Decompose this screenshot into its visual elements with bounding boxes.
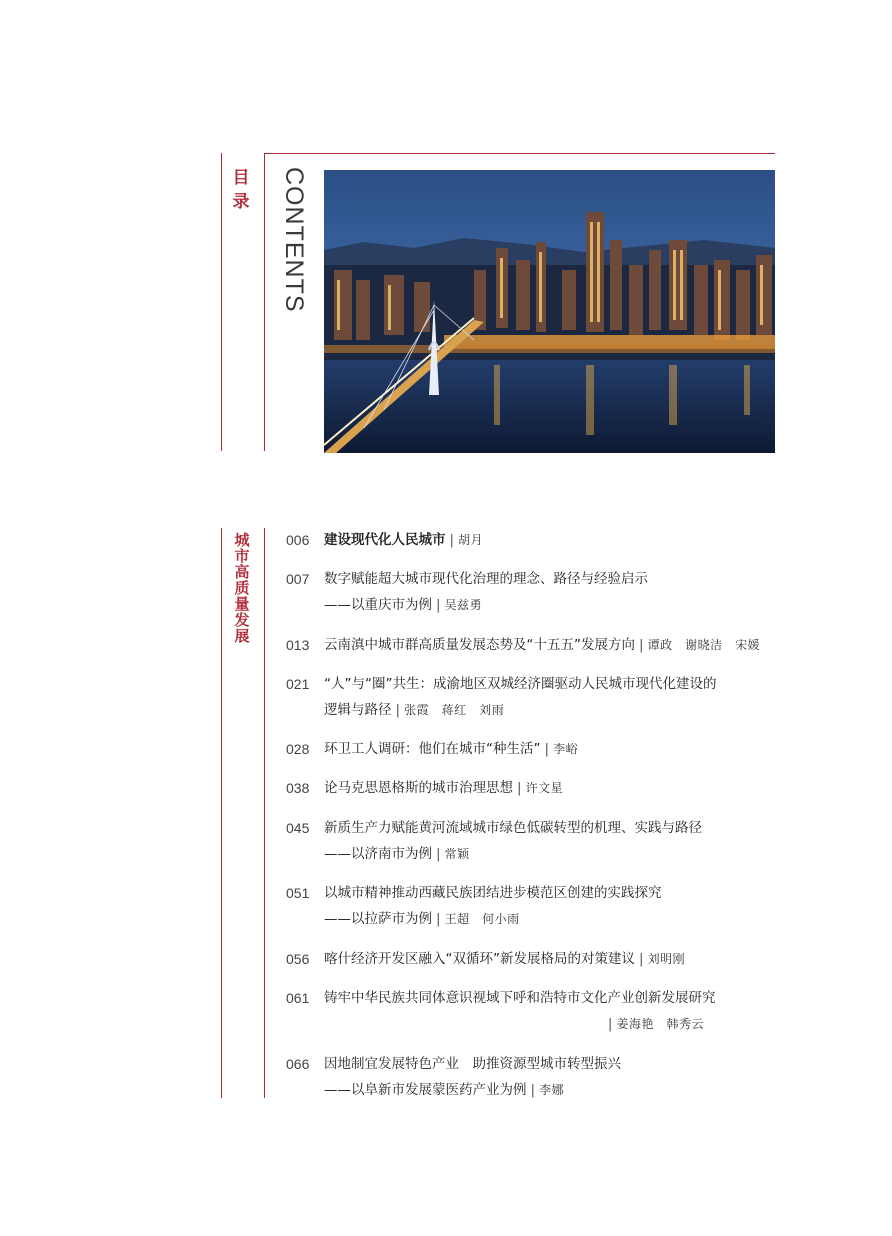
page-number: 021 [286,676,310,692]
section-title-char: 市 [234,547,250,565]
article-subtitle: ——以重庆市为例 [324,597,432,613]
page-number: 007 [286,571,310,587]
author: 李峪 [553,742,579,756]
author: 张霞 蒋红 刘雨 [404,703,505,717]
toc-entry[interactable] [286,736,786,762]
author: 姜海艳 韩秀云 [616,1017,704,1031]
toc-heading-char: 录 [232,192,250,212]
article-subtitle: ——以拉萨市为例 [324,911,432,927]
inner-vertical-rule-top [264,153,265,451]
article-subtitle: 逻辑与路径 [324,702,392,718]
page-number: 006 [286,532,310,548]
contents-label: CONTENTS [280,167,308,313]
article-title: 喀什经济开发区融入“双循环”新发展格局的对策建议 [324,951,635,967]
page-number: 045 [286,820,310,836]
section-title-char: 发 [234,611,250,629]
article-title: 环卫工人调研：他们在城市“种生活” [324,741,541,757]
left-vertical-rule-section [221,528,222,1098]
page-number: 056 [286,951,310,967]
article-title: 新质生产力赋能黄河流域城市绿色低碳转型的机理、实践与路径 [324,820,702,836]
page-number: 066 [286,1056,310,1072]
separator: | [530,1082,536,1098]
toc-entry[interactable] [286,775,786,801]
article-subtitle: ——以阜新市发展蒙医药产业为例 [324,1082,527,1098]
article-title: 铸牢中华民族共同体意识视域下呼和浩特市文化产业创新发展研究 [324,990,716,1006]
article-title: 建设现代化人民城市 [324,532,446,548]
section-title-char: 高 [234,563,250,581]
article-subtitle: ——以济南市为例 [324,846,432,862]
page-number: 038 [286,780,310,796]
separator: | [544,741,550,757]
section-title [232,532,252,644]
separator: | [639,951,644,967]
toc-entry[interactable] [286,1051,786,1103]
separator: | [517,780,522,796]
separator: | [436,597,441,613]
author: 谭政 谢晓洁 宋媛 [647,638,761,652]
article-title: 以城市精神推动西藏民族团结进步模范区创建的实践探究 [324,885,662,901]
author: 胡月 [458,533,484,547]
article-title: 论马克思恩格斯的城市治理思想 [324,780,513,796]
article-title: 云南滇中城市群高质量发展态势及“十五五”发展方向 [324,637,635,653]
article-title: 数字赋能超大城市现代化治理的理念、路径与经验启示 [324,571,648,587]
toc-entry[interactable] [286,880,786,932]
section-title-char: 展 [234,627,250,645]
toc-heading [229,166,253,214]
toc-entry[interactable] [286,671,786,723]
section-title-char: 质 [234,579,250,597]
separator: | [639,637,644,653]
toc-entry[interactable] [286,946,786,972]
toc-entry[interactable] [286,566,786,618]
left-vertical-rule-top [221,153,222,451]
author: 常颖 [444,847,470,861]
toc-entry[interactable] [286,985,786,1037]
author: 吴兹勇 [444,598,483,612]
inner-vertical-rule-section [264,528,265,1098]
author: 李娜 [539,1083,565,1097]
toc-entry[interactable] [286,527,786,553]
toc-heading-char: 目 [232,168,250,188]
article-title: “人”与“圈”共生：成渝地区双城经济圈驱动人民城市现代化建设的 [324,676,717,692]
header-horizontal-rule [264,153,775,154]
separator: | [449,532,455,548]
author: 刘明刚 [647,952,686,966]
article-title: 因地制宜发展特色产业 助推资源型城市转型振兴 [324,1056,621,1072]
separator: | [436,846,441,862]
toc-entry[interactable] [286,815,786,867]
toc-entry[interactable] [286,632,786,658]
separator: | [436,911,441,927]
separator: | [395,702,401,718]
page-number: 061 [286,990,310,1006]
separator: | [607,1016,613,1032]
section-title-char: 量 [234,595,250,613]
city-night-skyline-image [324,170,775,453]
page-number: 028 [286,741,310,757]
section-title-char: 城 [234,531,250,549]
author: 许文星 [525,781,564,795]
page-number: 013 [286,637,310,653]
page-number: 051 [286,885,310,901]
author: 王超 何小雨 [444,912,520,926]
